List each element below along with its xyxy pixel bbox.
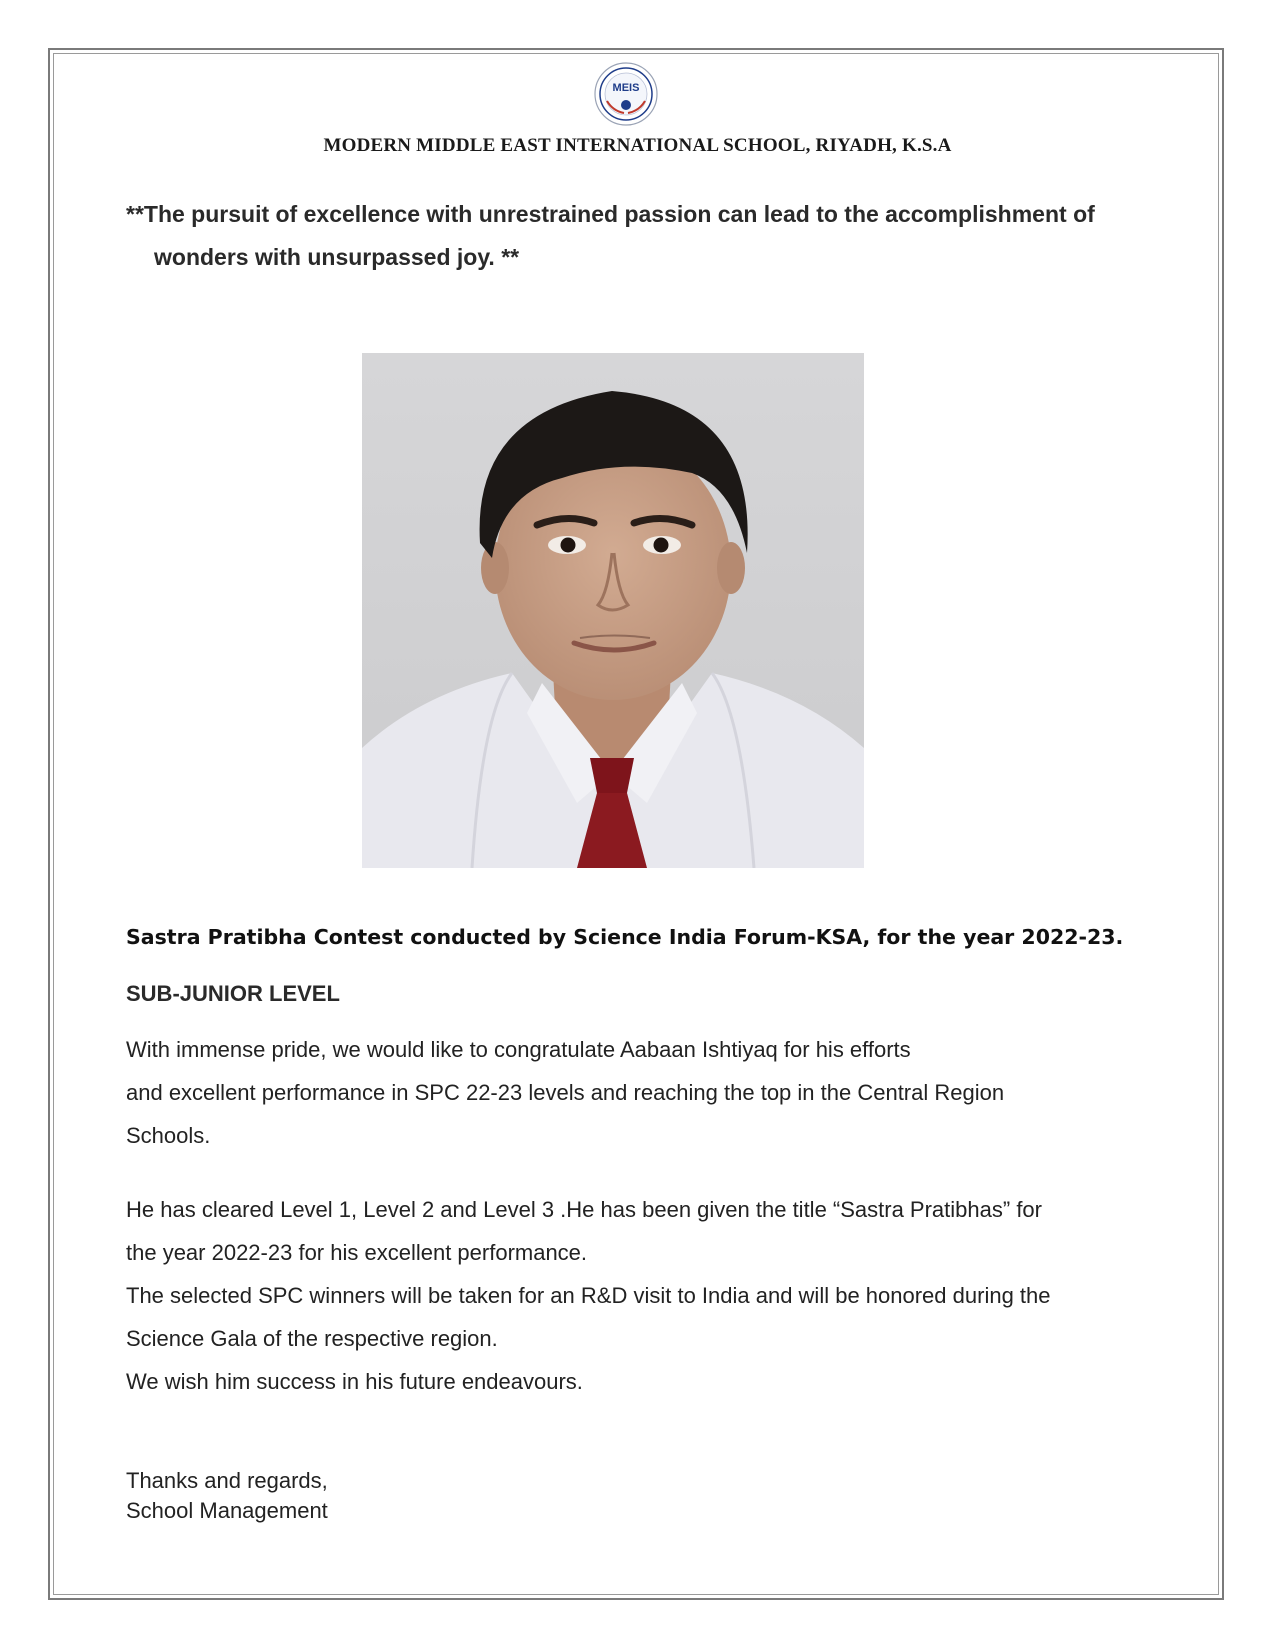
paragraph-line: and excellent performance in SPC 22-23 levels and reaching the top in the Central Region — [126, 1080, 1005, 1105]
paragraph-line: the year 2022-23 for his excellent performance. — [126, 1240, 588, 1265]
school-crest-icon — [593, 61, 659, 127]
paragraph-line: Science Gala of the respective region. — [126, 1326, 498, 1351]
paragraph-line: He has cleared Level 1, Level 2 and Level 3 .He has been given the title “Sastra Pratibhas” for — [126, 1197, 1042, 1222]
level-label: SUB-JUNIOR LEVEL — [126, 981, 340, 1006]
achievement-paragraph — [126, 1188, 1051, 1403]
regards-text: Thanks and regards, — [126, 1468, 328, 1493]
paragraph-line: Schools. — [126, 1123, 211, 1148]
congratulation-paragraph — [126, 1028, 1004, 1157]
signature-text: School Management — [126, 1498, 328, 1523]
logo-text: MEIS — [612, 82, 640, 94]
motto-line-2: wonders with unsurpassed joy. ** — [154, 244, 520, 270]
motto — [126, 193, 1186, 279]
paragraph-line: With immense pride, we would like to congratulate Aabaan Ishtiyaq for his efforts — [126, 1037, 911, 1062]
paragraph-line: We wish him success in his future endeavours. — [126, 1369, 583, 1394]
closing-block — [126, 1466, 328, 1526]
motto-line-1: **The pursuit of excellence with unrestrained passion can lead to the accomplishment of — [126, 201, 1095, 227]
paragraph-line: The selected SPC winners will be taken for an R&D visit to India and will be honored during the — [126, 1283, 1051, 1308]
student-portrait-photo — [362, 353, 864, 868]
contest-heading: Sastra Pratibha Contest conducted by Science India Forum-KSA, for the year 2022-23. — [126, 925, 1124, 949]
school-name: MODERN MIDDLE EAST INTERNATIONAL SCHOOL, RIYADH, K.S.A — [323, 135, 952, 156]
